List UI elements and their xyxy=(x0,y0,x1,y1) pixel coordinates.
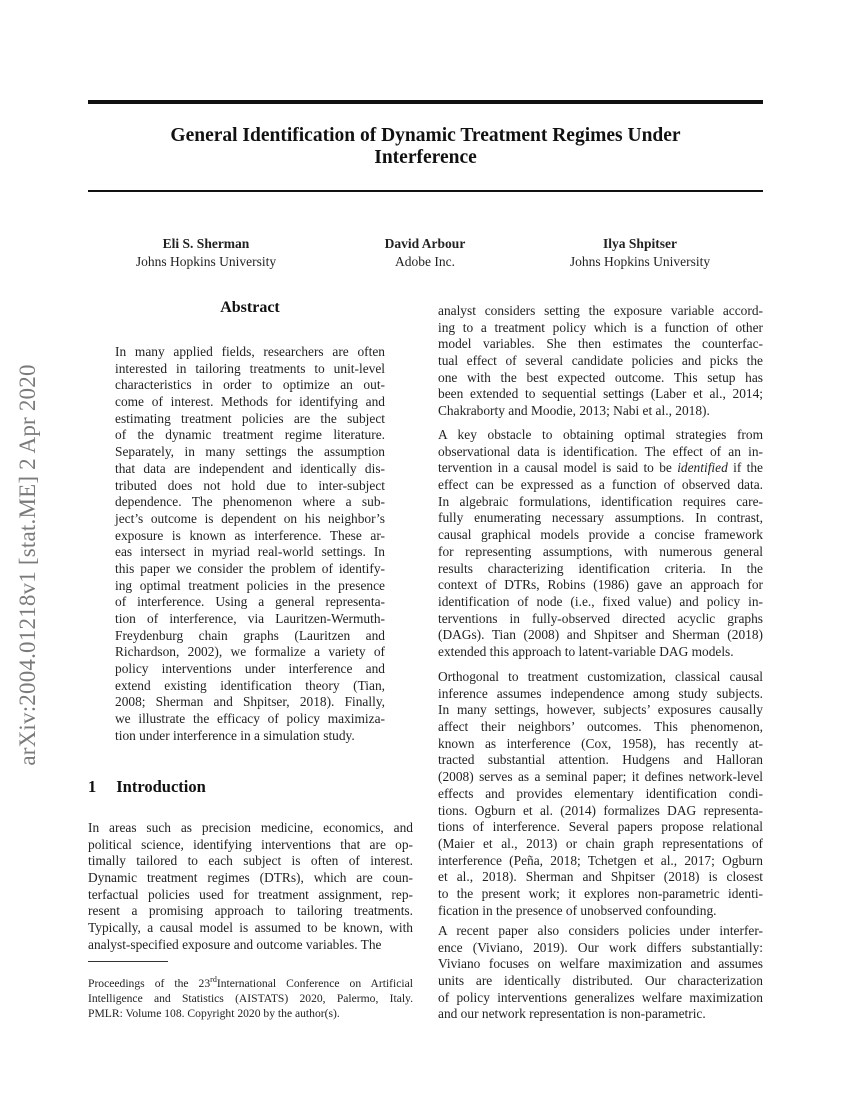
text-line: eas intersect in myriad real-world settings. In xyxy=(115,544,385,560)
abstract-body xyxy=(115,344,385,745)
text-line: PMLR: Volume 108. Copyright 2020 by the author(s). xyxy=(88,1006,340,1020)
footnote-rule xyxy=(88,961,168,962)
text-line: Typically, a causal model is assumed to be known, with xyxy=(88,920,413,936)
intro-paragraph xyxy=(88,820,413,954)
abstract-heading: Abstract xyxy=(220,299,280,316)
title-line: General Identification of Dynamic Treatment Regimes Under xyxy=(170,125,681,146)
text-line: affect their neighbors’ outcomes. This phenomenon, xyxy=(438,719,763,735)
author-name: Eli S. Sherman xyxy=(162,236,250,251)
text-line: come of interest. Methods for identifying and xyxy=(115,394,385,410)
text-line: ing optimal treatment policies in the presence xyxy=(115,577,385,593)
right-paragraph xyxy=(438,669,763,919)
text-line: extended this approach to latent-variable DAG models. xyxy=(438,643,734,659)
author-affiliation: Adobe Inc. xyxy=(395,254,455,269)
text-line: causal graphical models provide a concise framework xyxy=(438,527,763,543)
text-line: (DAGs). Tian (2008) and Shpitser and Sherman (2018) xyxy=(438,627,763,643)
text-line: ject’s outcome is dependent on his neighbor’s xyxy=(115,510,385,526)
right-paragraph xyxy=(438,427,763,661)
text-line: for representing assumptions, with numerous general xyxy=(438,543,763,559)
text-line: identification of node (i.e., fixed value) and policy in- xyxy=(438,593,763,609)
text-line: ence (Viviano, 2019). Our work differs substantially: xyxy=(438,939,763,955)
section-number: 1 xyxy=(88,777,97,796)
text-line: timally tailored to each subject is often of interest. xyxy=(88,853,413,869)
section-title: Introduction xyxy=(116,777,206,796)
text-line: political science, identifying interventions that are op- xyxy=(88,836,413,852)
text-line: et al., 2018). Sherman and Shpitser (2018) is closest xyxy=(438,869,763,885)
text-line: tions of interference. Several papers propose relational xyxy=(438,819,763,835)
text-line: one with the best expected outcome. This setup has xyxy=(438,369,763,385)
text-line: characteristics in order to optimize an out- xyxy=(115,377,385,393)
text-line: tual effect of several candidate policies and picks the xyxy=(438,353,763,369)
text-line: effects and provides elementary identification condi- xyxy=(438,785,763,801)
text-line: we illustrate the efficacy of policy maximiza- xyxy=(115,711,385,727)
text-line: of interference. Using a general representa- xyxy=(115,594,385,610)
text-line: policy interventions under interference and xyxy=(115,661,385,677)
text-line: Chakraborty and Moodie, 2013; Nabi et al., 2018). xyxy=(438,403,710,419)
author-affiliation: Johns Hopkins University xyxy=(135,254,277,269)
text-line: to the present work; it explores non-parametric identi- xyxy=(438,885,763,901)
text-line: ing to a treatment policy which is a function of other xyxy=(438,319,763,335)
text-line: A key obstacle to obtaining optimal strategies from xyxy=(438,427,763,442)
text-line: tions. Ogburn et al. (2014) formalizes DAG representa- xyxy=(438,802,763,818)
text-line: Separately, in many settings the assumption xyxy=(115,444,385,460)
text-line: In many settings, however, subjects’ exposures causally xyxy=(438,702,763,718)
text-line: been extended to sequential settings (Laber et al., 2014; xyxy=(438,386,763,402)
text-segment: International Conference on Artificial xyxy=(216,977,413,990)
text-line: extend existing identification theory (Tian, xyxy=(115,677,385,693)
text-line: A recent paper also considers policies under interfer- xyxy=(438,923,763,938)
author-name: David Arbour xyxy=(384,236,466,251)
text-line: interference (Peña, 2018; Tchetgen et al., 2017; Ogburn xyxy=(438,852,763,868)
text-line: 2008; Sherman and Shpitser, 2018). Finally, xyxy=(115,694,385,710)
text-line: observational data is identification. The effect of an in- xyxy=(438,443,763,459)
paper-title xyxy=(88,125,763,169)
text-line: of policy interventions generalizes welfare maximization xyxy=(438,989,763,1005)
text-line: estimating treatment policies are the subject xyxy=(115,410,385,426)
text-line: (2008) serves as a seminal paper; it defines network-level xyxy=(438,769,763,785)
section-heading-introduction xyxy=(88,777,206,797)
author-block xyxy=(520,235,760,271)
text-line xyxy=(88,977,413,992)
text-line xyxy=(438,460,763,477)
text-line: (Maier et al., 2013) or chain graph representations of xyxy=(438,835,763,851)
text-line: inference assumes independence among study subjects. xyxy=(438,685,763,701)
text-line: tion under interference in a simulation study. xyxy=(115,727,355,743)
text-line: interested in tailoring treatments to unit-level xyxy=(115,360,385,376)
author-name: Ilya Shpitser xyxy=(603,236,677,251)
text-line: model variables. She then estimates the counterfac- xyxy=(438,336,763,352)
text-line: Richardson, 2002), we formalize a variety of xyxy=(115,644,385,660)
text-line: analyst considers setting the exposure variable accord- xyxy=(438,303,763,318)
text-line: tracted substantial attention. Hudgens and Halloran xyxy=(438,752,763,768)
text-line: known as interference (Cox, 1958), has recently at- xyxy=(438,735,763,751)
arxiv-identifier: arXiv:2004.01218v1 [stat.ME] 2 Apr 2020 xyxy=(15,364,40,766)
text-line: and our network representation is non-parametric. xyxy=(438,1006,706,1022)
footnote xyxy=(88,977,413,1021)
top-rule xyxy=(88,100,763,104)
right-paragraph xyxy=(438,303,763,420)
author-block xyxy=(305,235,545,271)
text-line: fication in the presence of unobserved confounding. xyxy=(438,902,717,918)
text-line: In many applied fields, researchers are often xyxy=(115,344,385,359)
text-line: units are identically distributed. Our characterization xyxy=(438,973,763,989)
text-line: resent a promising approach to tailoring treatments. xyxy=(88,903,413,919)
text-line: In algebraic formulations, identification requires care- xyxy=(438,493,763,509)
text-line: terfactual policies used for treatment assignment, rep- xyxy=(88,886,413,902)
text-line: this paper we consider the problem of identify- xyxy=(115,560,385,576)
text-line: Orthogonal to treatment customization, classical causal xyxy=(438,669,763,684)
text-line: terventions in fully-observed directed acyclic graphs xyxy=(438,610,763,626)
title-bottom-rule xyxy=(88,190,763,192)
text-line: exposure is known as interference. These ar- xyxy=(115,527,385,543)
text-line: In areas such as precision medicine, economics, and xyxy=(88,820,413,835)
text-segment: Proceedings of the 23 xyxy=(88,977,211,990)
text-segment: tervention in a causal model is said to be xyxy=(438,460,678,476)
text-line: Viviano focuses on welfare maximization and assumes xyxy=(438,956,763,972)
text-line: fully enumerating necessary assumptions. In contrast, xyxy=(438,510,763,526)
text-segment: if the xyxy=(727,460,764,476)
text-line: that data are independent and identically dis- xyxy=(115,460,385,476)
emphasis: identified xyxy=(677,460,728,476)
author-affiliation: Johns Hopkins University xyxy=(569,254,711,269)
superscript: rd xyxy=(210,975,217,985)
text-line: Freydenburg chain graphs (Lauritzen and xyxy=(115,627,385,643)
text-line: effect can be expressed as a function of observed data. xyxy=(438,477,763,493)
text-line: analyst-specified exposure and outcome variables. The xyxy=(88,936,382,952)
text-line: Dynamic treatment regimes (DTRs), which are coun- xyxy=(88,870,413,886)
text-line: Intelligence and Statistics (AISTATS) 2020, Palermo, Italy. xyxy=(88,991,413,1005)
text-line: context of DTRs, Robins (1986) gave an approach for xyxy=(438,577,763,593)
right-paragraph xyxy=(438,923,763,1023)
title-line: Interference xyxy=(374,147,477,168)
text-line: of the dynamic treatment regime literature. xyxy=(115,427,385,443)
text-line: tributed does not hold due to inter-subject xyxy=(115,477,385,493)
text-line: tion of interference, via Lauritzen-Wermuth- xyxy=(115,611,385,626)
text-line: results characterizing identification criteria. In the xyxy=(438,560,763,576)
author-block xyxy=(86,235,326,271)
text-line: dependence. The phenomenon where a sub- xyxy=(115,494,385,510)
